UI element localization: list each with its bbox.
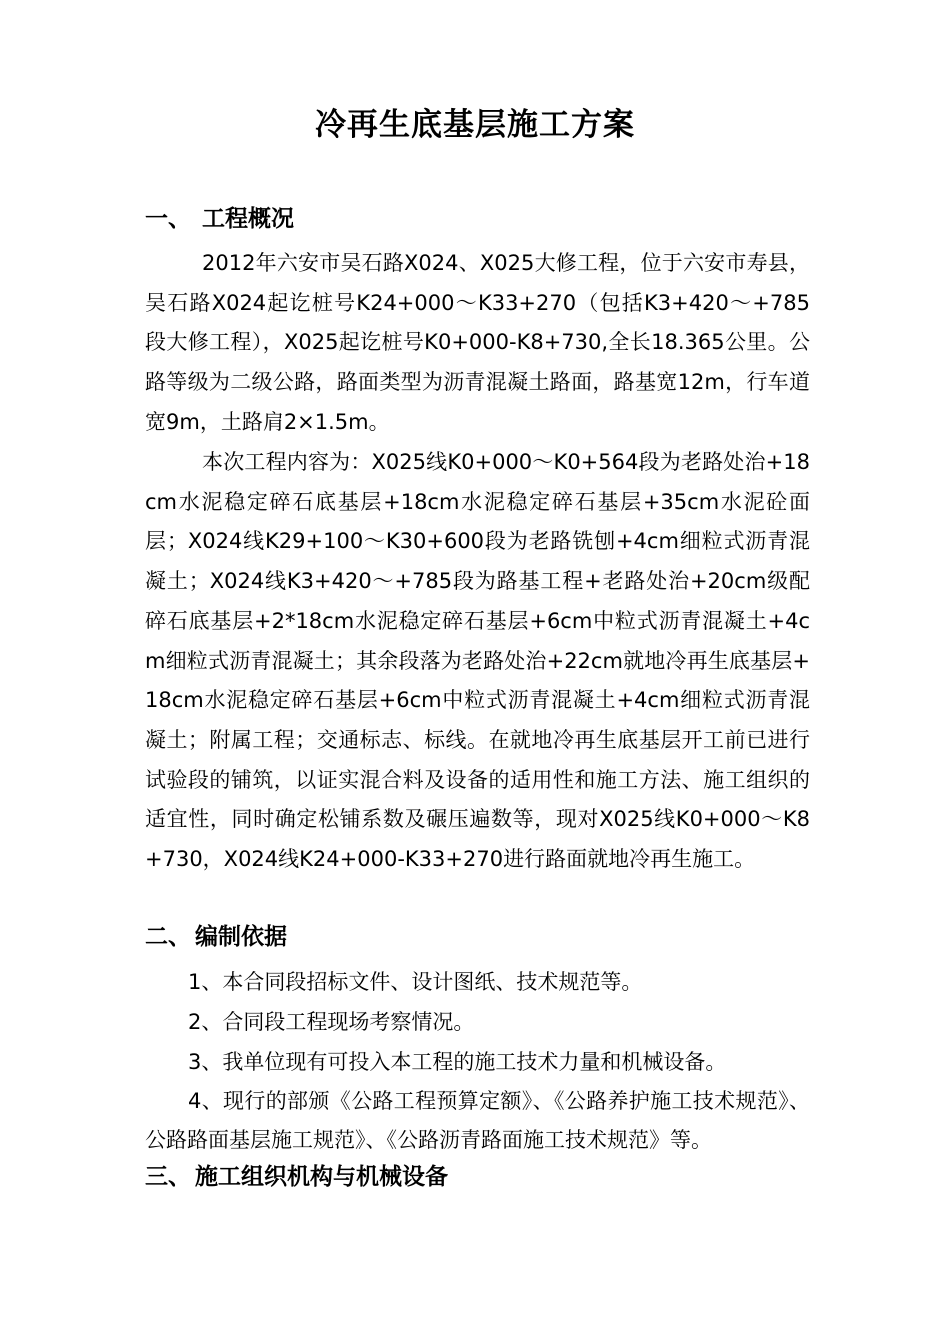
section-heading-2 bbox=[145, 919, 287, 955]
paragraph-overview: 2012年六安市吴石路X024、X025大修工程，位于六安市寿县，吴石路X024起讫桩号K24+000～K33+270（包括K3+420～+785段大修工程），X025起讫桩号K0+000-K8+730,全长18.365公里。公路等级为二级公路，路面类型为沥青混凝土路面，路基宽12m，行车道宽9m，土路肩2×1.5m。 bbox=[145, 251, 810, 434]
section-title: 编制依据 bbox=[195, 924, 287, 950]
section-title: 工程概况 bbox=[202, 206, 294, 232]
paragraph-scope: 本次工程内容为：X025线K0+000～K0+564段为老路处治+18cm水泥稳定碎石底基层+18cm水泥稳定碎石基层+35cm水泥砼面层；X024线K29+100～K30+600段为老路铣刨+4cm细粒式沥青混凝土；X024线K3+420～+785段为路基工程+老路处治+20cm级配碎石底基层+2*18cm水泥稳定碎石基层+6cm中粒式沥青混凝土+4cm细粒式沥青混凝土；其余段落为老路处治+22cm就地冷再生底基层+18cm水泥稳定碎石基层+6cm中粒式沥青混凝土+4cm细粒式沥青混凝土；附属工程；交通标志、标线。在就地冷再生底基层开工前已进行试验段的铺筑，以证实混合料及设备的适用性和施工方法、施工组织的适宜性，同时确定松铺系数及碾压遍数等，现对X025线K0+000～K8+730，X024线K24+000-K33+270进行路面就地冷再生施工。 bbox=[145, 450, 810, 872]
section-number: 一、 bbox=[145, 206, 191, 232]
basis-item-1: 1、本合同段招标文件、设计图纸、技术规范等。 bbox=[188, 970, 643, 994]
section-number: 三、 bbox=[145, 1164, 191, 1190]
basis-item-2: 2、合同段工程现场考察情况。 bbox=[188, 1010, 475, 1034]
section-title: 施工组织机构与机械设备 bbox=[195, 1164, 448, 1190]
section-heading-1 bbox=[145, 201, 294, 237]
document-title: 冷再生底基层施工方案 bbox=[315, 107, 635, 143]
basis-item-4: 4、现行的部颁《公路工程预算定额》、《公路养护施工技术规范》、公路路面基层施工规范》、《公路沥青路面施工技术规范》等。 bbox=[145, 1089, 810, 1152]
section-number: 二、 bbox=[145, 924, 191, 950]
basis-item-3: 3、我单位现有可投入本工程的施工技术力量和机械设备。 bbox=[188, 1050, 727, 1074]
section-heading-3 bbox=[145, 1159, 448, 1195]
